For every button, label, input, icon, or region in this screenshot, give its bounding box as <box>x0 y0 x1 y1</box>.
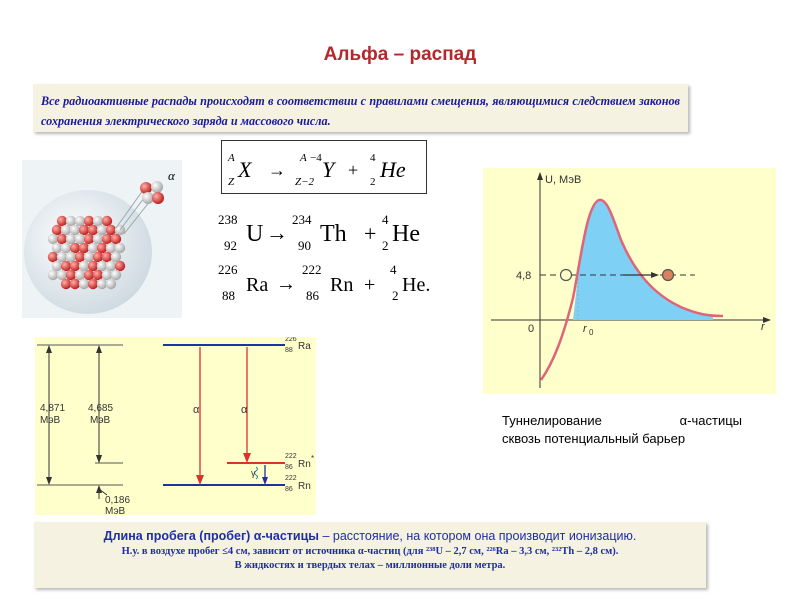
svg-text:r: r <box>583 323 587 335</box>
caption-part-2: α-частицы <box>679 413 742 428</box>
nucleon <box>106 225 116 235</box>
svg-text:92: 92 <box>224 238 237 253</box>
nucleon <box>115 261 125 271</box>
svg-text:+: + <box>364 221 377 246</box>
nucleon <box>84 270 94 280</box>
nucleon <box>61 279 71 289</box>
svg-text:0,186: 0,186 <box>105 495 131 506</box>
svg-text:2: 2 <box>382 238 389 253</box>
nucleon <box>61 225 71 235</box>
svg-text:222: 222 <box>302 262 322 277</box>
nucleus-figure <box>22 160 182 318</box>
nucleon <box>106 279 116 289</box>
svg-text:МэВ: МэВ <box>40 415 61 426</box>
svg-text:МэВ: МэВ <box>90 415 111 426</box>
svg-text:238: 238 <box>218 212 238 227</box>
footer-line-1 <box>34 529 706 543</box>
energy-level-diagram <box>35 337 316 515</box>
svg-text:2: 2 <box>392 288 399 303</box>
nucleon <box>61 243 71 253</box>
svg-text:226: 226 <box>218 262 238 277</box>
page-title: Альфа – распад <box>323 44 477 65</box>
svg-text:4: 4 <box>370 152 376 164</box>
svg-text:He.: He. <box>402 274 431 296</box>
nucleon <box>84 234 94 244</box>
svg-text:+: + <box>364 274 376 296</box>
svg-text:α: α <box>241 404 248 416</box>
nucleon <box>48 234 58 244</box>
nucleon <box>79 279 89 289</box>
barrier-caption <box>502 412 772 448</box>
svg-text:He: He <box>380 157 406 182</box>
nucleon <box>106 261 116 271</box>
svg-text:+: + <box>348 160 359 180</box>
nucleon <box>79 261 89 271</box>
footer-line-2: Н.у. в воздухе пробег ≤4 см, зависит от источника α-частиц (для ²³⁸U – 2,7 см, ²²⁶Ra – 3,3 см, ²³²Th – 2,8 см). <box>121 546 619 557</box>
svg-text:−4: −4 <box>310 152 322 164</box>
nucleon <box>70 261 80 271</box>
svg-text:Ra: Ra <box>246 274 269 296</box>
intro-text: Все радиоактивные распады происходят в соответствии с правилами смещения, являющимися следствием законов сохранения электрического заряда и массового числа. <box>33 84 688 132</box>
svg-text:4,871: 4,871 <box>40 403 66 414</box>
nucleon <box>102 234 112 244</box>
svg-text:A: A <box>300 152 307 164</box>
svg-text:0: 0 <box>528 323 535 335</box>
nucleon <box>75 270 85 280</box>
nucleon <box>48 270 58 280</box>
nucleon <box>97 243 107 253</box>
svg-text:Rn: Rn <box>330 274 354 296</box>
nucleon <box>52 243 62 253</box>
nucleon <box>70 243 80 253</box>
nucleon <box>57 216 67 226</box>
svg-text:Z: Z <box>228 176 235 188</box>
nucleon <box>79 243 89 253</box>
nucleon <box>115 243 125 253</box>
nucleon <box>88 279 98 289</box>
nucleon <box>66 270 76 280</box>
nucleon <box>75 216 85 226</box>
nucleon <box>93 216 103 226</box>
nucleon <box>111 234 121 244</box>
nucleon <box>111 270 121 280</box>
nucleon <box>66 252 76 262</box>
svg-text:226: 226 <box>285 337 297 343</box>
svg-text:4: 4 <box>390 262 397 277</box>
nucleon <box>93 252 103 262</box>
nucleon <box>102 270 112 280</box>
nucleon <box>70 279 80 289</box>
nucleon <box>102 252 112 262</box>
nucleus-illustration <box>22 160 182 318</box>
svg-text:Ra: Ra <box>298 341 311 352</box>
svg-text:2: 2 <box>370 176 376 188</box>
nucleon <box>52 225 62 235</box>
nucleon <box>93 270 103 280</box>
alpha-label: α <box>168 168 175 183</box>
svg-text:→: → <box>276 273 296 295</box>
nucleon <box>75 252 85 262</box>
nucleon <box>84 252 94 262</box>
svg-text:X: X <box>238 157 252 182</box>
nucleon <box>66 234 76 244</box>
nucleon <box>102 216 112 226</box>
svg-text:Z−2: Z−2 <box>295 176 315 188</box>
svg-text:Th: Th <box>320 221 347 247</box>
svg-text:86: 86 <box>285 464 293 471</box>
svg-text:4: 4 <box>382 212 389 227</box>
svg-text:88: 88 <box>222 288 235 303</box>
svg-text:U, МэВ: U, МэВ <box>545 174 582 186</box>
svg-text:Rn: Rn <box>298 481 311 492</box>
svg-text:A: A <box>228 152 235 164</box>
nucleon <box>57 252 67 262</box>
footer-line-3: В жидкостях и твердых телах – миллионные доли метра. <box>234 560 506 571</box>
general-equation <box>222 141 426 193</box>
svg-text:Rn: Rn <box>298 459 311 470</box>
svg-text:r: r <box>761 321 765 333</box>
nucleon <box>88 261 98 271</box>
svg-text:4,685: 4,685 <box>88 403 114 414</box>
svg-text:U: U <box>246 221 264 247</box>
svg-text:→: → <box>266 220 288 245</box>
svg-text:86: 86 <box>306 288 319 303</box>
svg-text:234: 234 <box>292 212 312 227</box>
caption-part-3: сквозь потенциальный барьер <box>502 431 686 446</box>
ra226-equation <box>216 258 456 308</box>
nucleon <box>52 261 62 271</box>
svg-text:4,8: 4,8 <box>516 270 532 282</box>
footer-box <box>34 522 706 588</box>
nucleon <box>70 225 80 235</box>
svg-text:90: 90 <box>298 238 311 253</box>
nucleon <box>106 243 116 253</box>
u238-equation <box>216 208 446 258</box>
svg-text:He: He <box>392 221 420 247</box>
nucleon <box>79 225 89 235</box>
svg-text:→: → <box>268 160 286 180</box>
svg-text:α: α <box>193 404 200 416</box>
svg-text:γ: γ <box>251 468 256 478</box>
svg-text:86: 86 <box>285 486 293 493</box>
nucleon <box>111 252 121 262</box>
nucleon <box>88 225 98 235</box>
caption-part-1: Туннелирование <box>502 413 602 428</box>
footer-definition: – расстояние, на котором она производит ионизацию. <box>318 529 637 543</box>
nucleon <box>48 252 58 262</box>
nucleon <box>97 279 107 289</box>
nucleon <box>93 234 103 244</box>
nucleon <box>57 234 67 244</box>
nucleon <box>84 216 94 226</box>
svg-text:222: 222 <box>285 475 297 482</box>
svg-text:МэВ: МэВ <box>105 506 126 515</box>
nucleon <box>88 243 98 253</box>
svg-text:Y: Y <box>322 157 335 182</box>
nucleon <box>57 270 67 280</box>
nucleon <box>75 234 85 244</box>
potential-barrier-plot <box>483 168 776 394</box>
nucleon <box>97 261 107 271</box>
general-equation-box <box>221 140 427 194</box>
nucleon <box>97 225 107 235</box>
svg-text:222: 222 <box>285 453 297 460</box>
svg-text:0: 0 <box>589 328 594 337</box>
svg-text:*: * <box>311 454 315 463</box>
svg-text:88: 88 <box>285 347 293 354</box>
footer-term: Длина пробега (пробег) α-частицы <box>103 529 319 543</box>
nucleon <box>61 261 71 271</box>
nucleon <box>66 216 76 226</box>
